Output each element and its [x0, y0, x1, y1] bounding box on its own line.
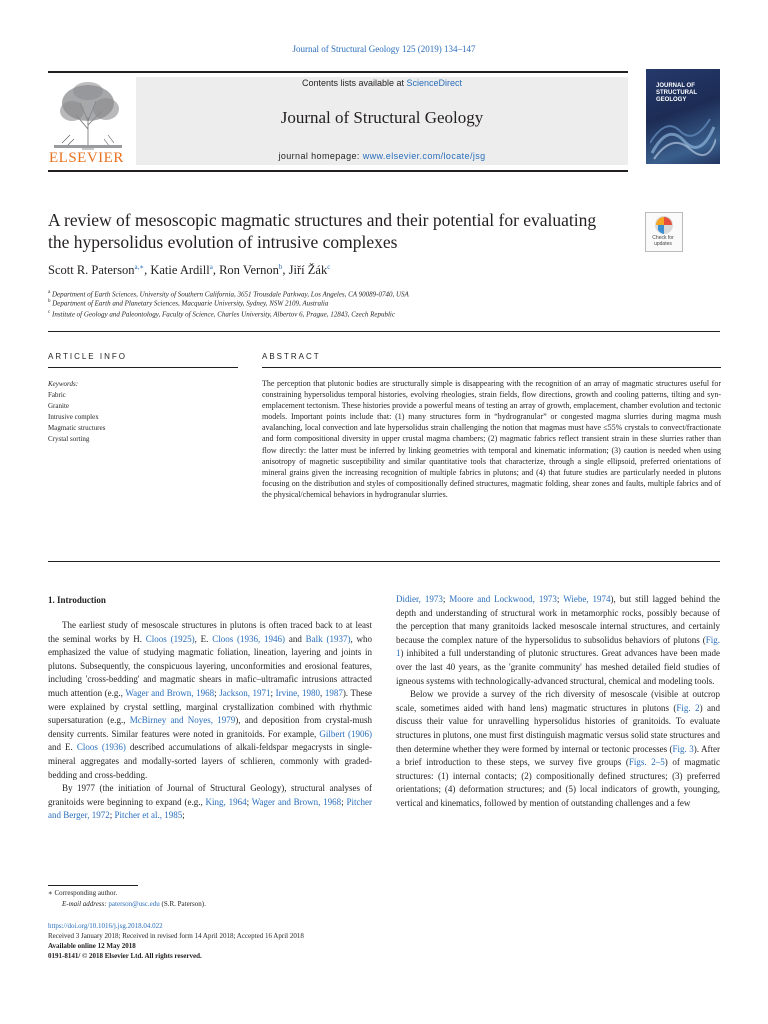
- email-note: [62, 899, 482, 909]
- author-affiliation-mark[interactable]: b: [278, 263, 283, 271]
- author-list: [48, 263, 648, 278]
- body-text: ;: [182, 810, 185, 821]
- body-text: , E.: [194, 633, 213, 644]
- abstract-divider: [48, 561, 720, 562]
- body-text: ), and deposition from crystal-mush density currents. Similar features were noted in granitoids. For example,: [48, 715, 372, 739]
- citation-link[interactable]: 1987: [324, 687, 343, 698]
- citation-link[interactable]: Gilbert (1906): [319, 728, 372, 739]
- citation-link[interactable]: Jackson, 1971: [219, 687, 271, 698]
- author-name[interactable]: Scott R. Paterson: [48, 263, 135, 278]
- body-text: ), but still lagged behind the depth and understanding of structural work in metamorphic rocks, possibly because of the perception that many granitoids lacked mesoscale internal structures, and certainly because the complex nature of the hypersolidus to subsolidus behaviors of plutons (: [396, 594, 721, 645]
- footnote-rule: [48, 885, 138, 886]
- abstract-text: The perception that plutonic bodies are structurally simple is disappearing with the recognition of an array of magmatic structures useful for constraining hypersolidus temporal histories, evolving rheologies, strain fields, flow directions, growth and cooling patterns, tilting and syn-emplacement tectonism. These histories provide a powerful means of testing an array of growth, emplacement, chamber evolution and tectonic models. Important points include that: (1) many structures form in “hydrogranular” or congested magma slurries during magma mush avalanching, local convection and late hypersolidus strain challenging the notion that magmas must have ≤55% crystals to convect/fractionate and form compositional diversity in upper crustal magma chambers; (2) magmatic fabrics reflect transient strain in these slurries rather than flow directly: the latter must be inferred by linking geometries with temporal and kinematic information; (3) caution is needed when using anisotropy of magnetic susceptibility and similar quantitative tools that characterize, through a single ellipsoid, preferred orientations of mineral grains given the increasing recognition of multiple fabrics in plutons; and (4) that future studies are particularly needed in plutons focusing on the distribution and styles of compositionally defined structures, magmatic folding, shear zones and faults, multiple fabrics and of the physical/chemical behaviors in hydrogranular slurries.: [262, 379, 721, 499]
- citation-link[interactable]: Wager and Brown, 1968: [125, 687, 215, 698]
- citation-link[interactable]: Cloos (1936, 1946): [212, 633, 286, 644]
- homepage-line: [136, 151, 628, 161]
- doi-link[interactable]: https://doi.org/10.1016/j.jsg.2018.04.022: [48, 922, 163, 930]
- author-affiliation-mark[interactable]: a: [209, 263, 213, 271]
- masthead-rule-bottom: [48, 170, 628, 172]
- citation-link[interactable]: McBirney and Noyes, 1979: [129, 715, 236, 726]
- keywords-label: Keywords:: [48, 380, 79, 388]
- body-text: and: [285, 633, 306, 644]
- body-text: By 1977 (the initiation of Journal of Structural Geology), structural analyses of granitoids were beginning to expand (e.g.,: [48, 783, 372, 807]
- abstract-rule: [262, 367, 721, 368]
- body-text: ) inhibited a full understanding of plutonic structures. Great advances have been made over the last 40 years, as the 'granite community' has meshed detailed field studies of igneous systems with technologically-advanced structural, chemical and modeling tools.: [396, 648, 720, 686]
- citation-link[interactable]: Didier, 1973: [396, 594, 443, 604]
- keyword-item: Magmatic structures: [48, 424, 106, 432]
- cover-title: JOURNAL OF STRUCTURAL GEOLOGY: [656, 83, 697, 103]
- affiliation-text: Department of Earth Sciences, University of Southern California, 3651 Trousdale Parkway, Los Angeles, CA 90089-0740, USA: [51, 290, 409, 299]
- affiliation-c: [48, 310, 728, 318]
- affiliation-b: [48, 299, 728, 307]
- keyword-item: Intrusive complex: [48, 413, 99, 421]
- citation-link[interactable]: Balk (1937): [305, 633, 351, 644]
- body-text: , who emphasized the value of studying magmatic foliation, lineation, layering and joints in plutons. Subsequently, the conspicuous layering, unconformities and erosional features, including 'cross-bedding' and magmatic shears in mafic–ultramafic intrusions attracted much attention (e.g.,: [48, 633, 373, 698]
- body-text: ). After a brief introduction to these steps, we survey five groups (: [396, 743, 720, 768]
- citation-link[interactable]: Fig. 1: [396, 634, 720, 659]
- citation-link[interactable]: Pitcher and Berger, 1972: [48, 796, 372, 821]
- citation-link[interactable]: Irvine, 1980: [275, 687, 320, 698]
- copyright: 0191-8141/ © 2018 Elsevier Ltd. All rights reserved.: [48, 952, 202, 960]
- author-name[interactable]: Jiří Žák: [288, 263, 328, 278]
- affiliation-text: Department of Earth and Planetary Sciences, Macquarie University, Sydney, NSW 2109, Australia: [52, 299, 329, 308]
- author-affiliation-mark[interactable]: c: [327, 263, 331, 271]
- affiliation-sup: c: [48, 310, 51, 315]
- body-text: ) of magmatic structures: (1) internal contacts; (2) compositionally defined structures; (3) preferred orientations; (4) deformation structures; and (5) local indicators of growth, younging, vertical and kinematics, followed by mention of outstanding challenges and a few: [396, 757, 720, 808]
- body-text: ;: [214, 687, 220, 698]
- author-separator: ,: [144, 263, 151, 278]
- available-online: Available online 12 May 2018: [48, 942, 136, 950]
- body-text: Below we provide a survey of the rich diversity of mesoscale (visible at outcrop scale, sometimes aided with hand lens) magmatic structures in plutons (: [396, 689, 720, 713]
- citation-link[interactable]: Moore and Lockwood, 1973: [449, 594, 557, 604]
- header-divider: [48, 331, 720, 332]
- body-text: ;: [556, 594, 564, 604]
- cover-swirl-graphic: [650, 113, 716, 161]
- body-text: ). These were explained by crystal settling, marginal crystallization combined with rhythmic supersaturation (e.g.,: [48, 687, 372, 726]
- body-text: ;: [270, 687, 276, 698]
- elsevier-wordmark: ELSEVIER: [49, 150, 124, 166]
- affiliation-text: Institute of Geology and Paleontology, Faculty of Science, Charles University, Albertov 6, Prague, 12843, Czech Republic: [51, 310, 395, 319]
- masthead-rule-top: [48, 71, 628, 73]
- body-text: ;: [109, 810, 115, 821]
- abstract-heading: ABSTRACT: [262, 352, 321, 361]
- received-dates: Received 3 January 2018; Received in revised form 14 April 2018; Accepted 16 April 2018: [48, 932, 304, 940]
- body-column-right: [396, 593, 720, 811]
- corresponding-author-note: ∗ Corresponding author.: [48, 889, 118, 897]
- intro-paragraph: [48, 782, 372, 823]
- affiliation-sup: a: [48, 290, 51, 295]
- sciencedirect-link[interactable]: ScienceDirect: [406, 78, 463, 88]
- body-text: ,: [319, 687, 325, 698]
- article-info-heading: ARTICLE INFO: [48, 352, 127, 361]
- keywords-block: [48, 379, 238, 445]
- intro-paragraph: [396, 593, 720, 688]
- body-text: ;: [442, 594, 450, 604]
- citation-link[interactable]: Cloos (1936): [76, 742, 126, 753]
- homepage-link[interactable]: www.elsevier.com/locate/jsg: [362, 151, 486, 161]
- citation-link[interactable]: Fig. 3: [672, 743, 694, 754]
- citation-link[interactable]: Cloos (1925): [145, 633, 195, 644]
- homepage-label: journal homepage:: [278, 151, 363, 161]
- citation-link[interactable]: Pitcher et al., 1985: [114, 810, 183, 821]
- journal-name: Journal of Structural Geology: [280, 108, 484, 127]
- citation-link[interactable]: King, 1964: [205, 796, 247, 807]
- article-history: [48, 921, 548, 961]
- journal-cover-image[interactable]: [646, 69, 720, 164]
- citation-link[interactable]: Wiebe, 1974: [563, 594, 611, 604]
- journal-citation[interactable]: Journal of Structural Geology 125 (2019) 134–147: [292, 44, 476, 54]
- citation-link[interactable]: Fig. 2: [676, 702, 700, 713]
- contents-prefix: Contents lists available at: [301, 78, 407, 88]
- citation-link[interactable]: Figs. 2–5: [628, 757, 665, 768]
- keyword-item: Fabric: [48, 391, 66, 399]
- check-for-updates-label: Check for updates: [652, 235, 674, 247]
- article-title: A review of mesoscopic magmatic structures and their potential for evaluating the hypersolidus evolution of intrusive complexes: [48, 210, 597, 252]
- article-info-rule: [48, 367, 238, 368]
- citation-link[interactable]: Wager and Brown, 1968: [251, 796, 342, 807]
- author-separator: ,: [282, 263, 289, 278]
- author-name[interactable]: Ron Vernon: [219, 263, 279, 278]
- email-link[interactable]: paterson@usc.edu: [108, 900, 160, 908]
- body-text: ) and discuss their value for unravelling hypersolidus histories of granitoids. To evaluate structures in plutons, one must first distinguish magmatic versus solid state structures and then determine whether they were formed by internal or tectonic processes (: [396, 702, 720, 754]
- body-text: ;: [341, 796, 347, 807]
- body-column-left: [48, 619, 372, 823]
- contents-line: [136, 78, 628, 88]
- intro-paragraph: [396, 688, 720, 810]
- keyword-item: Granite: [48, 402, 69, 410]
- author-name[interactable]: Katie Ardill: [150, 263, 210, 278]
- body-text: and E.: [48, 742, 77, 753]
- affiliation-sup: b: [48, 299, 51, 304]
- body-text: The earliest study of mesoscale structures in plutons is often traced back to at least the seminal works by H.: [48, 620, 372, 644]
- email-label: E-mail address:: [62, 900, 109, 908]
- introduction-heading: 1. Introduction: [48, 595, 106, 605]
- email-suffix: (S.R. Paterson).: [159, 900, 206, 908]
- keyword-item: Crystal sorting: [48, 435, 90, 443]
- body-text: described accumulations of alkali-feldspar megacrysts in single-mineral aggregates and modally-sorted layers of schlieren, commonly with graded-bedding and cross-bedding.: [48, 742, 373, 780]
- author-separator: ,: [212, 263, 220, 278]
- affiliation-a: [48, 290, 728, 298]
- body-text: ;: [246, 796, 252, 807]
- intro-paragraph: [48, 619, 372, 782]
- author-affiliation-mark[interactable]: a,∗: [134, 263, 145, 271]
